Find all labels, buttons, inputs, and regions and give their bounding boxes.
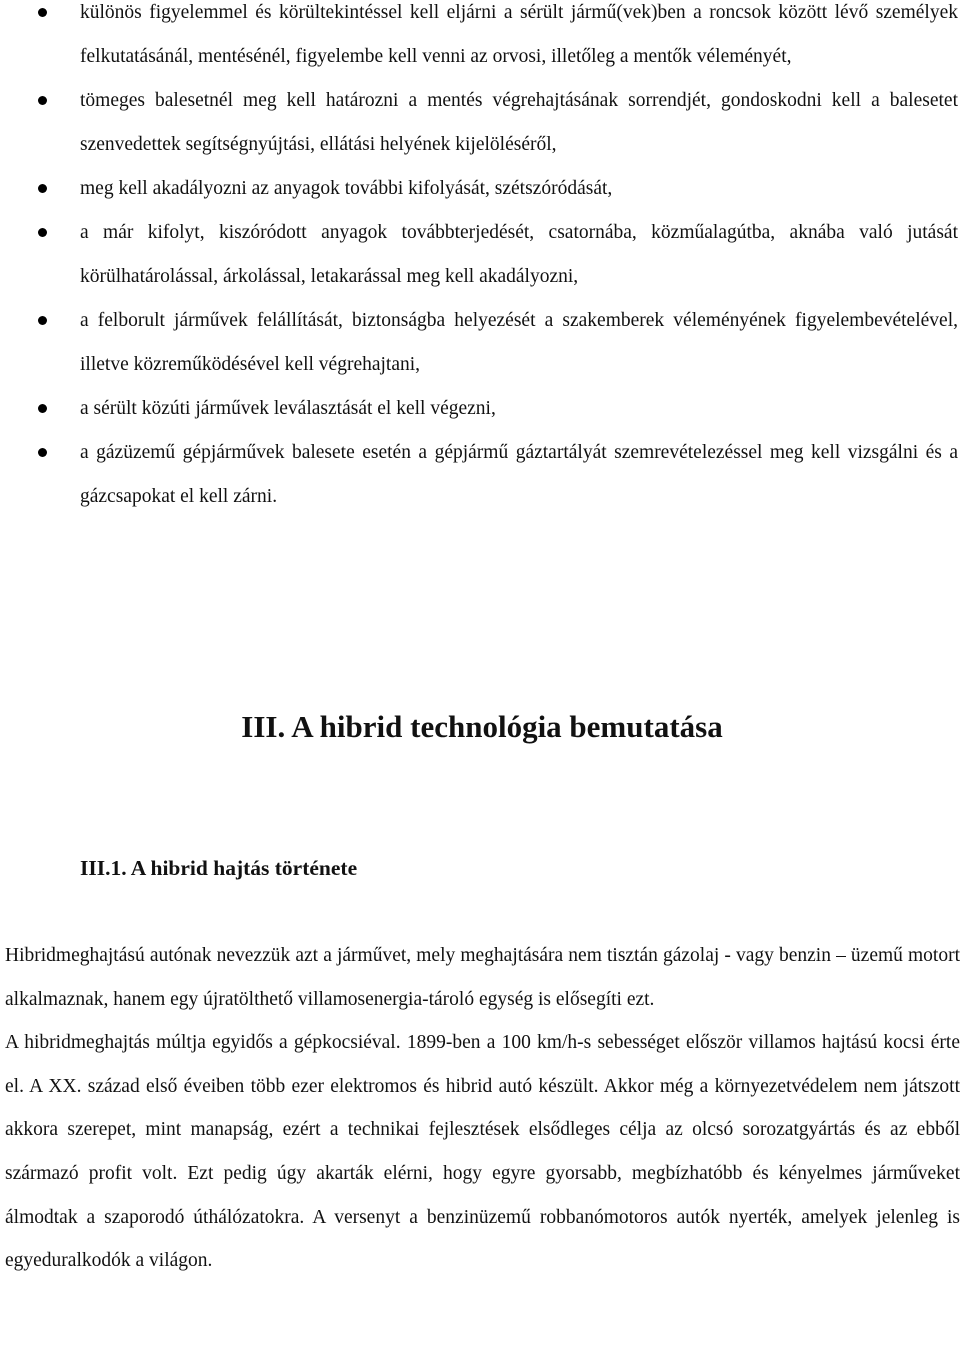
bullet-item (0, 299, 958, 387)
bullet-text: különös figyelemmel és körültekintéssel kell eljárni a sérült jármű(vek)ben a roncsok között lévő személyek felkutatásánál, mentésénél, figyelembe kell venni az orvosi, illetőleg a mentők véleményét, (80, 2, 958, 67)
bullet-text: a már kifolyt, kiszóródott anyagok továbbterjedését, csatornába, közműalagútba, aknába való jutását körülhatárolással, árkolással, letakarással meg kell akadályozni, (80, 222, 958, 287)
subsection-heading: III.1. A hibrid hajtás története (80, 856, 358, 880)
bullet-dot-icon (38, 316, 47, 325)
bullet-item (0, 387, 958, 431)
bullet-text: a gázüzemű gépjárművek balesete esetén a gépjármű gáztartályát szemrevételezéssel meg kell vizsgálni és a gázcsapokat el kell zárni. (80, 442, 958, 507)
bullet-list (0, 0, 960, 519)
bullet-dot-icon (38, 184, 47, 193)
paragraph: Hibridmeghajtású autónak nevezzük azt a járművet, mely meghajtására nem tisztán gázolaj - vagy benzin – üzemű motort alkalmaznak, hanem egy újratölthető villamosenergia-tároló egység is elősegíti ezt. (5, 945, 960, 1010)
bullet-text: tömeges balesetnél meg kell határozni a mentés végrehajtásának sorrendjét, gondoskodni kell a balesetet szenvedettek segítségnyújtási, ellátási helyének kijelöléséről, (80, 90, 958, 155)
bullet-dot-icon (38, 448, 47, 457)
bullet-item (0, 79, 958, 167)
bullet-text: a felborult járművek felállítását, biztonságba helyezését a szakemberek véleményének figyelembevételével, illetve közreműködésével kell végrehajtani, (80, 310, 958, 375)
bullet-dot-icon (38, 96, 47, 105)
bullet-text: a sérült közúti járművek leválasztását el kell végezni, (80, 398, 496, 419)
paragraph: A hibridmeghajtás múltja egyidős a gépkocsiéval. 1899-ben a 100 km/h-s sebességet először villamos hajtású kocsi érte el. A XX. század első éveiben több ezer elektromos és hibrid autó készült. Akkor még a környezetvédelem nem játszott akkora szerepet, mint manapság, ezért a technikai fejlesztések elsődleges célja az olcsó sorozatgyártás és az ebből származó profit volt. Ezt pedig úgy akarták elérni, hogy egyre gyorsabb, megbízhatóbb és kényelmes járműveket álmodtak a szaporodó úthálózatokra. A versenyt a benzinüzemű robbanómotoros autók nyerték, amelyek jelenleg is egyeduralkodók a világon. (5, 1032, 960, 1272)
bullet-dot-icon (38, 228, 47, 237)
bullet-text: meg kell akadályozni az anyagok további kifolyását, szétszóródását, (80, 178, 613, 199)
section-heading: III. A hibrid technológia bemutatása (241, 709, 723, 744)
bullet-item (0, 211, 958, 299)
bullet-dot-icon (38, 404, 47, 413)
bullet-item (0, 431, 958, 519)
body-text (5, 934, 960, 1283)
bullet-item (0, 0, 958, 79)
bullet-dot-icon (38, 8, 47, 17)
bullet-item (0, 167, 958, 211)
